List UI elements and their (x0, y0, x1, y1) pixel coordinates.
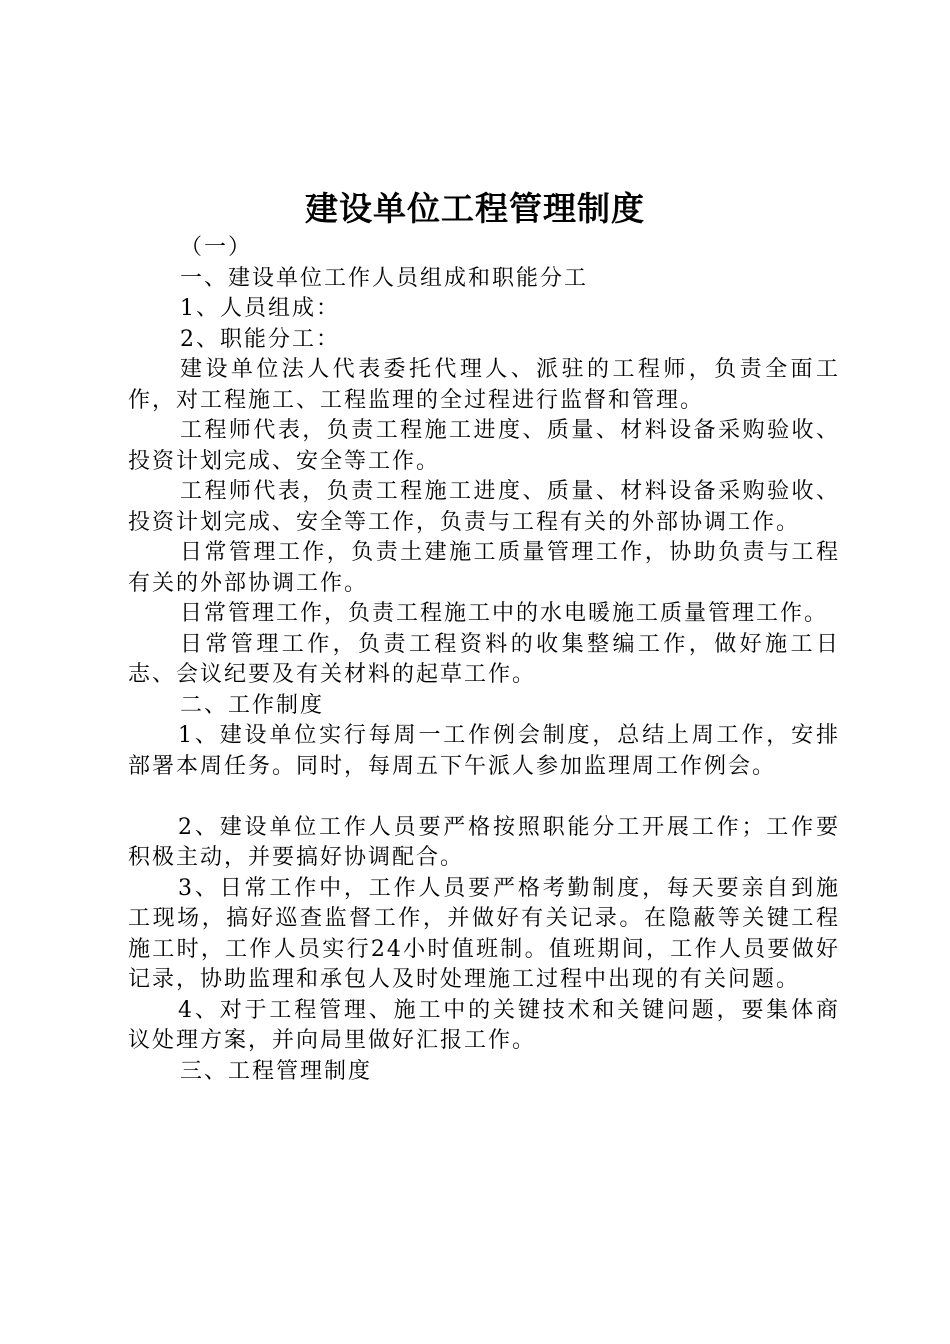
section-marker: （一） (180, 235, 253, 260)
heading-section-2: 二、工作制度 (180, 692, 325, 718)
paragraph-daily-records: 日常管理工作，负责工程资料的收集整编工作，做好施工日志、会议纪要及有关材料的起草工作。 (128, 631, 840, 687)
heading-section-3: 三、工程管理制度 (180, 1058, 373, 1084)
paragraph-rule-1: 1、建设单位实行每周一工作例会制度，总结上周工作，安排部署本周任务。同时，每周五下午派人参加监理周工作例会。 (128, 723, 840, 779)
subheading-staff: 1、人员组成： (180, 296, 340, 321)
paragraph-daily-civil: 日常管理工作，负责土建施工质量管理工作，协助负责与工程有关的外部协调工作。 (128, 540, 840, 596)
paragraph-engineer-rep-2: 工程师代表，负责工程施工进度、质量、材料设备采购验收、投资计划完成、安全等工作，负责与工程有关的外部协调工作。 (128, 479, 840, 535)
document-body (128, 233, 840, 1087)
paragraph-rule-3: 3、日常工作中，工作人员要严格考勤制度，每天要亲自到施工现场，搞好巡查监督工作，并做好有关记录。在隐蔽等关键工程施工时，工作人员实行24小时值班制。值班期间，工作人员要做好记录，协助监理和承包人及时处理施工过程中出现的有关问题。 (128, 875, 840, 992)
paragraph-daily-mep: 日常管理工作，负责工程施工中的水电暖施工质量管理工作。 (180, 601, 829, 626)
subheading-duties: 2、职能分工： (180, 326, 340, 352)
paragraph-rule-4: 4、对于工程管理、施工中的关键技术和关键问题，要集体商议处理方案，并向局里做好汇报工作。 (128, 997, 840, 1053)
heading-section-1: 一、建设单位工作人员组成和职能分工 (180, 265, 589, 291)
paragraph-engineer-rep-1: 工程师代表，负责工程施工进度、质量、材料设备采购验收、投资计划完成、安全等工作。 (128, 418, 840, 474)
paragraph-rule-2: 2、建设单位工作人员要严格按照职能分工开展工作；工作要积极主动，并要搞好协调配合。 (128, 814, 840, 870)
paragraph-legal-representative: 建设单位法人代表委托代理人、派驻的工程师，负责全面工作，对工程施工、工程监理的全过程进行监督和管理。 (128, 357, 840, 413)
document-title: 建设单位工程管理制度 (305, 189, 645, 228)
